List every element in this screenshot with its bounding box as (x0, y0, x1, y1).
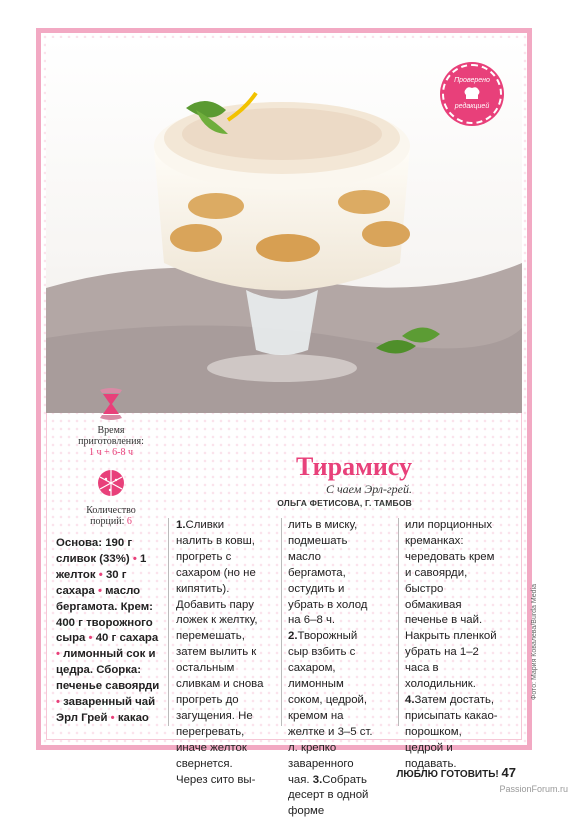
step-text: Затем достать, присыпать какао-порошком, цедрой и подавать. (405, 693, 498, 770)
time-label-1: Время (97, 425, 125, 436)
steps-column-3 (405, 518, 501, 773)
pie-portions-icon (96, 468, 126, 498)
ingredient-item: 30 г сахара (56, 568, 127, 597)
hourglass-icon (98, 388, 124, 420)
ingredient-heading: Основа: (56, 537, 103, 549)
time-label-2: приготовления: (78, 436, 144, 447)
step-text: Сливки налить в ковш, прогреть с сахаром (но не кипятить). Добавить пару ложек к желтку, перемешать, затем вылить к остальным сливкам и снова прогреть до загущения. Не перегревать, иначе желток свернется. Через сито вы- (176, 519, 264, 786)
time-value: 1 ч + 6-8 ч (88, 447, 134, 458)
ingredients-list: Основа: 190 г сливок (33%) • 1 желток • 30 г сахара • масло бергамота. Крем: 400 г творожного сыра • 40 г сахара • лимонный сок и цедра. Сборка: печенье савоярди • заваренный чай Эрл Грей • какао (56, 537, 160, 724)
watermark: PassionForum.ru (499, 784, 568, 794)
ingredient-item: 1 желток (56, 552, 147, 581)
portions-label-1: Количество (86, 505, 136, 516)
steps-column-2 (288, 518, 376, 820)
step-text: или порционных креманках: чередовать крем и савоярди, быстро обмакивая печенье в чай. Накрыть пленкой убрать на 1–2 часа в холодильник. (405, 519, 497, 691)
step-number: 1. (176, 519, 186, 531)
ingredient-item: 190 г сливок (33%) (56, 537, 133, 565)
portions-label-2: порций: (90, 516, 125, 527)
magazine-name: ЛЮБЛЮ ГОТОВИТЬ! (396, 769, 499, 780)
steps-column-1 (176, 518, 264, 788)
page-number: 47 (501, 765, 516, 780)
portions-label-line (70, 516, 152, 527)
ingredient-item: масло бергамота. (56, 584, 141, 613)
recipe-title: Тирамису (295, 452, 412, 481)
ingredient-item: какао (117, 711, 149, 724)
recipe-subtitle: С чаем Эрл-грей. (325, 482, 412, 496)
step-number: 3. (312, 773, 323, 786)
ingredient-item: печенье савоярди (56, 680, 160, 693)
step-number: 4. (405, 693, 415, 706)
column-divider (398, 518, 399, 726)
column-divider (168, 518, 169, 726)
chef-hat-icon (462, 86, 482, 102)
page-footer (396, 765, 516, 780)
photo-credit: Фото: Мария Ковалева/Burda Media (531, 584, 538, 700)
badge-line-1: Проверено (454, 77, 490, 84)
step-text: лить в миску, подмешать масло бергамота, остудить и убрать в холод на 6–8 ч. (288, 519, 368, 627)
editor-verified-badge (442, 64, 502, 124)
badge-line-2: редакцией (454, 103, 490, 110)
step-text: Собрать десерт в одной форме (288, 773, 369, 818)
ingredient-item: лимонный сок и цедра. (56, 648, 156, 677)
ingredient-item: заваренный чай Эрл Грей (56, 696, 156, 724)
step-number: 2. (288, 630, 298, 643)
ingredient-heading: Крем: (120, 600, 153, 613)
recipe-info-sidebar (70, 388, 152, 527)
step-text: Творожный сыр взбить с сахаром, лимонным соком, цедрой, кремом на желтке и 3–5 ст. л. крепко заваренного чая. (288, 630, 373, 786)
recipe-author: ОЛЬГА ФЕТИСОВА, Г. ТАМБОВ (277, 498, 412, 508)
ingredient-item: 400 г творожного сыра (56, 616, 153, 645)
portions-value: 6 (126, 516, 132, 527)
ingredient-heading: Сборка: (96, 664, 142, 677)
column-divider (281, 518, 282, 726)
ingredient-item: 40 г сахара (95, 632, 159, 645)
